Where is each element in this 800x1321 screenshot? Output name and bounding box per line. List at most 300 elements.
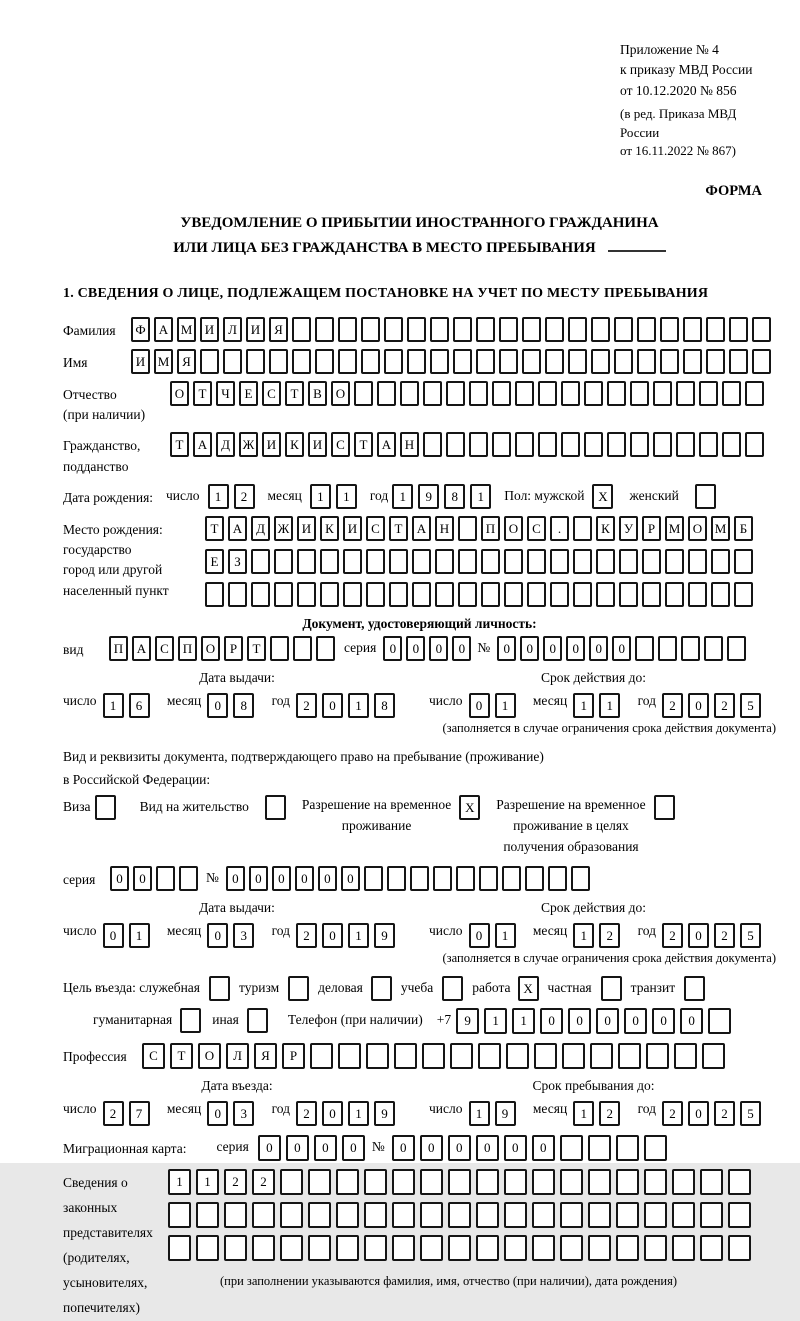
char-cell[interactable]: [458, 516, 477, 541]
char-cell[interactable]: 0: [295, 866, 314, 891]
char-cell[interactable]: [308, 1202, 331, 1228]
char-cell[interactable]: [280, 1202, 303, 1228]
char-cell[interactable]: [453, 349, 472, 374]
char-cell[interactable]: [545, 349, 564, 374]
char-cell[interactable]: [561, 432, 580, 457]
char-cell[interactable]: [630, 381, 649, 406]
char-cell[interactable]: [665, 549, 684, 574]
char-cell[interactable]: [433, 866, 452, 891]
char-cell[interactable]: Ф: [131, 317, 150, 342]
char-cell[interactable]: 1: [469, 1101, 490, 1126]
char-cell[interactable]: 0: [342, 1135, 365, 1161]
char-cell[interactable]: [420, 1202, 443, 1228]
char-cell[interactable]: Д: [216, 432, 235, 457]
char-cell[interactable]: [588, 1202, 611, 1228]
char-cell[interactable]: 1: [495, 923, 516, 948]
char-cell[interactable]: [658, 636, 677, 661]
char-cell[interactable]: 2: [252, 1169, 275, 1195]
char-cell[interactable]: [729, 349, 748, 374]
char-cell[interactable]: [665, 582, 684, 607]
char-cell[interactable]: [550, 582, 569, 607]
char-cell[interactable]: [560, 1202, 583, 1228]
sex-male-checkbox[interactable]: [592, 484, 613, 509]
char-cell[interactable]: [644, 1202, 667, 1228]
char-cell[interactable]: 0: [612, 636, 631, 661]
char-cell[interactable]: [571, 866, 590, 891]
char-cell[interactable]: [722, 381, 741, 406]
char-cell[interactable]: 0: [207, 693, 228, 718]
char-cell[interactable]: [616, 1135, 639, 1161]
char-cell[interactable]: [476, 1169, 499, 1195]
char-cell[interactable]: [596, 549, 615, 574]
char-cell[interactable]: [288, 976, 309, 1001]
char-cell[interactable]: [538, 381, 557, 406]
char-cell[interactable]: [354, 381, 373, 406]
char-cell[interactable]: [224, 1202, 247, 1228]
char-cell[interactable]: [252, 1235, 275, 1261]
char-cell[interactable]: М: [665, 516, 684, 541]
char-cell[interactable]: 2: [296, 1101, 317, 1126]
char-cell[interactable]: И: [343, 516, 362, 541]
char-cell[interactable]: 0: [469, 693, 490, 718]
char-cell[interactable]: [394, 1043, 417, 1069]
char-cell[interactable]: [412, 582, 431, 607]
char-cell[interactable]: 0: [272, 866, 291, 891]
char-cell[interactable]: Т: [170, 1043, 193, 1069]
char-cell[interactable]: [573, 516, 592, 541]
char-cell[interactable]: [527, 582, 546, 607]
char-cell[interactable]: 2: [599, 1101, 620, 1126]
char-cell[interactable]: [422, 1043, 445, 1069]
rvp-checkbox[interactable]: [459, 795, 480, 820]
char-cell[interactable]: 0: [688, 923, 709, 948]
char-cell[interactable]: 0: [341, 866, 360, 891]
char-cell[interactable]: [458, 582, 477, 607]
purpose-transit-checkbox[interactable]: [684, 976, 705, 1001]
char-cell[interactable]: [366, 1043, 389, 1069]
purpose-official-checkbox[interactable]: [209, 976, 230, 1001]
char-cell[interactable]: [591, 317, 610, 342]
char-cell[interactable]: [336, 1235, 359, 1261]
char-cell[interactable]: 0: [207, 1101, 228, 1126]
char-cell[interactable]: 0: [406, 636, 425, 661]
char-cell[interactable]: К: [596, 516, 615, 541]
char-cell[interactable]: [588, 1235, 611, 1261]
char-cell[interactable]: [560, 1135, 583, 1161]
char-cell[interactable]: Т: [354, 432, 373, 457]
char-cell[interactable]: [616, 1235, 639, 1261]
char-cell[interactable]: 1: [495, 693, 516, 718]
char-cell[interactable]: [389, 549, 408, 574]
char-cell[interactable]: [534, 1043, 557, 1069]
char-cell[interactable]: [179, 866, 198, 891]
char-cell[interactable]: 9: [374, 923, 395, 948]
residence-permit-checkbox[interactable]: [265, 795, 286, 820]
char-cell[interactable]: [168, 1235, 191, 1261]
char-cell[interactable]: 9: [456, 1008, 479, 1034]
char-cell[interactable]: Р: [642, 516, 661, 541]
char-cell[interactable]: X: [518, 976, 539, 1001]
char-cell[interactable]: 0: [624, 1008, 647, 1034]
char-cell[interactable]: [619, 549, 638, 574]
char-cell[interactable]: Р: [282, 1043, 305, 1069]
char-cell[interactable]: [644, 1235, 667, 1261]
purpose-humanitarian-checkbox[interactable]: [180, 1008, 201, 1033]
char-cell[interactable]: [361, 349, 380, 374]
char-cell[interactable]: [435, 582, 454, 607]
char-cell[interactable]: [515, 381, 534, 406]
char-cell[interactable]: [635, 636, 654, 661]
char-cell[interactable]: 2: [714, 1101, 735, 1126]
rvp-education-checkbox[interactable]: [654, 795, 675, 820]
char-cell[interactable]: [448, 1202, 471, 1228]
char-cell[interactable]: 0: [476, 1135, 499, 1161]
char-cell[interactable]: Н: [400, 432, 419, 457]
char-cell[interactable]: Я: [254, 1043, 277, 1069]
char-cell[interactable]: 0: [286, 1135, 309, 1161]
char-cell[interactable]: [548, 866, 567, 891]
char-cell[interactable]: 6: [129, 693, 150, 718]
char-cell[interactable]: [706, 317, 725, 342]
char-cell[interactable]: [674, 1043, 697, 1069]
char-cell[interactable]: 8: [374, 693, 395, 718]
char-cell[interactable]: 0: [207, 923, 228, 948]
char-cell[interactable]: [292, 349, 311, 374]
char-cell[interactable]: [504, 1169, 527, 1195]
char-cell[interactable]: [614, 349, 633, 374]
char-cell[interactable]: [377, 381, 396, 406]
char-cell[interactable]: [492, 432, 511, 457]
char-cell[interactable]: [522, 349, 541, 374]
char-cell[interactable]: [538, 432, 557, 457]
char-cell[interactable]: 1: [196, 1169, 219, 1195]
char-cell[interactable]: [251, 582, 270, 607]
char-cell[interactable]: В: [308, 381, 327, 406]
char-cell[interactable]: [481, 549, 500, 574]
char-cell[interactable]: [727, 636, 746, 661]
char-cell[interactable]: [320, 582, 339, 607]
char-cell[interactable]: З: [228, 549, 247, 574]
char-cell[interactable]: [515, 432, 534, 457]
char-cell[interactable]: 2: [662, 923, 683, 948]
char-cell[interactable]: [502, 866, 521, 891]
char-cell[interactable]: С: [331, 432, 350, 457]
char-cell[interactable]: [700, 1169, 723, 1195]
char-cell[interactable]: [180, 1008, 201, 1033]
char-cell[interactable]: [527, 549, 546, 574]
char-cell[interactable]: М: [711, 516, 730, 541]
char-cell[interactable]: 9: [374, 1101, 395, 1126]
char-cell[interactable]: [584, 432, 603, 457]
char-cell[interactable]: Ж: [239, 432, 258, 457]
char-cell[interactable]: О: [170, 381, 189, 406]
char-cell[interactable]: Ж: [274, 516, 293, 541]
visa-checkbox[interactable]: [95, 795, 116, 820]
char-cell[interactable]: [407, 349, 426, 374]
char-cell[interactable]: [492, 381, 511, 406]
char-cell[interactable]: 2: [296, 693, 317, 718]
char-cell[interactable]: [614, 317, 633, 342]
char-cell[interactable]: [573, 582, 592, 607]
char-cell[interactable]: 0: [314, 1135, 337, 1161]
char-cell[interactable]: Т: [389, 516, 408, 541]
char-cell[interactable]: И: [308, 432, 327, 457]
char-cell[interactable]: [389, 582, 408, 607]
char-cell[interactable]: [410, 866, 429, 891]
char-cell[interactable]: [637, 317, 656, 342]
char-cell[interactable]: 2: [224, 1169, 247, 1195]
char-cell[interactable]: [734, 549, 753, 574]
char-cell[interactable]: А: [412, 516, 431, 541]
char-cell[interactable]: 1: [573, 693, 594, 718]
char-cell[interactable]: [338, 1043, 361, 1069]
char-cell[interactable]: [683, 317, 702, 342]
char-cell[interactable]: [384, 349, 403, 374]
char-cell[interactable]: 2: [662, 693, 683, 718]
char-cell[interactable]: [315, 349, 334, 374]
char-cell[interactable]: [532, 1235, 555, 1261]
char-cell[interactable]: 0: [469, 923, 490, 948]
char-cell[interactable]: Т: [193, 381, 212, 406]
char-cell[interactable]: [270, 636, 289, 661]
char-cell[interactable]: [430, 317, 449, 342]
char-cell[interactable]: О: [504, 516, 523, 541]
char-cell[interactable]: 2: [714, 923, 735, 948]
char-cell[interactable]: 0: [680, 1008, 703, 1034]
char-cell[interactable]: К: [320, 516, 339, 541]
char-cell[interactable]: [308, 1169, 331, 1195]
char-cell[interactable]: [702, 1043, 725, 1069]
char-cell[interactable]: С: [142, 1043, 165, 1069]
char-cell[interactable]: [392, 1202, 415, 1228]
char-cell[interactable]: 0: [688, 1101, 709, 1126]
char-cell[interactable]: [420, 1235, 443, 1261]
char-cell[interactable]: [448, 1235, 471, 1261]
char-cell[interactable]: 2: [714, 693, 735, 718]
char-cell[interactable]: [616, 1202, 639, 1228]
char-cell[interactable]: [412, 549, 431, 574]
char-cell[interactable]: [676, 432, 695, 457]
char-cell[interactable]: [392, 1235, 415, 1261]
char-cell[interactable]: [435, 549, 454, 574]
char-cell[interactable]: [642, 582, 661, 607]
char-cell[interactable]: [672, 1235, 695, 1261]
char-cell[interactable]: А: [377, 432, 396, 457]
char-cell[interactable]: [228, 582, 247, 607]
char-cell[interactable]: [481, 582, 500, 607]
char-cell[interactable]: [711, 549, 730, 574]
char-cell[interactable]: [366, 549, 385, 574]
char-cell[interactable]: [506, 1043, 529, 1069]
char-cell[interactable]: [532, 1202, 555, 1228]
char-cell[interactable]: 1: [103, 693, 124, 718]
char-cell[interactable]: [642, 549, 661, 574]
char-cell[interactable]: С: [527, 516, 546, 541]
char-cell[interactable]: [274, 582, 293, 607]
char-cell[interactable]: Р: [224, 636, 243, 661]
char-cell[interactable]: [681, 636, 700, 661]
char-cell[interactable]: О: [198, 1043, 221, 1069]
char-cell[interactable]: 0: [383, 636, 402, 661]
char-cell[interactable]: Я: [177, 349, 196, 374]
char-cell[interactable]: [420, 1169, 443, 1195]
purpose-other-checkbox[interactable]: [247, 1008, 268, 1033]
char-cell[interactable]: И: [262, 432, 281, 457]
char-cell[interactable]: [729, 317, 748, 342]
char-cell[interactable]: [274, 549, 293, 574]
purpose-study-checkbox[interactable]: [442, 976, 463, 1001]
char-cell[interactable]: 0: [103, 923, 124, 948]
char-cell[interactable]: X: [592, 484, 613, 509]
char-cell[interactable]: [568, 317, 587, 342]
char-cell[interactable]: Ч: [216, 381, 235, 406]
char-cell[interactable]: [562, 1043, 585, 1069]
char-cell[interactable]: .: [550, 516, 569, 541]
char-cell[interactable]: [310, 1043, 333, 1069]
char-cell[interactable]: [637, 349, 656, 374]
char-cell[interactable]: [590, 1043, 613, 1069]
char-cell[interactable]: 2: [662, 1101, 683, 1126]
char-cell[interactable]: 1: [573, 923, 594, 948]
char-cell[interactable]: [672, 1169, 695, 1195]
char-cell[interactable]: [745, 432, 764, 457]
char-cell[interactable]: [293, 636, 312, 661]
char-cell[interactable]: [338, 317, 357, 342]
char-cell[interactable]: [676, 381, 695, 406]
char-cell[interactable]: [532, 1169, 555, 1195]
char-cell[interactable]: [700, 1235, 723, 1261]
char-cell[interactable]: [504, 582, 523, 607]
char-cell[interactable]: 1: [573, 1101, 594, 1126]
char-cell[interactable]: [476, 1235, 499, 1261]
purpose-work-checkbox[interactable]: [518, 976, 539, 1001]
char-cell[interactable]: [728, 1169, 751, 1195]
char-cell[interactable]: 0: [652, 1008, 675, 1034]
char-cell[interactable]: [683, 349, 702, 374]
char-cell[interactable]: [446, 381, 465, 406]
char-cell[interactable]: 0: [110, 866, 129, 891]
char-cell[interactable]: 1: [599, 693, 620, 718]
char-cell[interactable]: [660, 317, 679, 342]
char-cell[interactable]: 0: [133, 866, 152, 891]
char-cell[interactable]: 1: [484, 1008, 507, 1034]
char-cell[interactable]: [458, 549, 477, 574]
char-cell[interactable]: [660, 349, 679, 374]
char-cell[interactable]: [336, 1169, 359, 1195]
char-cell[interactable]: 1: [348, 1101, 369, 1126]
char-cell[interactable]: [728, 1202, 751, 1228]
char-cell[interactable]: [223, 349, 242, 374]
char-cell[interactable]: [448, 1169, 471, 1195]
char-cell[interactable]: Е: [205, 549, 224, 574]
char-cell[interactable]: 0: [392, 1135, 415, 1161]
char-cell[interactable]: [706, 349, 725, 374]
char-cell[interactable]: [560, 1169, 583, 1195]
char-cell[interactable]: 0: [420, 1135, 443, 1161]
char-cell[interactable]: 0: [322, 923, 343, 948]
char-cell[interactable]: [469, 381, 488, 406]
purpose-tourism-checkbox[interactable]: [288, 976, 309, 1001]
char-cell[interactable]: И: [131, 349, 150, 374]
char-cell[interactable]: [568, 349, 587, 374]
char-cell[interactable]: [591, 349, 610, 374]
char-cell[interactable]: [450, 1043, 473, 1069]
char-cell[interactable]: [745, 381, 764, 406]
char-cell[interactable]: 8: [444, 484, 465, 509]
char-cell[interactable]: 0: [497, 636, 516, 661]
char-cell[interactable]: [168, 1202, 191, 1228]
char-cell[interactable]: 1: [348, 693, 369, 718]
char-cell[interactable]: 1: [470, 484, 491, 509]
char-cell[interactable]: [630, 432, 649, 457]
char-cell[interactable]: [453, 317, 472, 342]
char-cell[interactable]: [361, 317, 380, 342]
char-cell[interactable]: [607, 432, 626, 457]
char-cell[interactable]: А: [154, 317, 173, 342]
char-cell[interactable]: [364, 1169, 387, 1195]
purpose-private-checkbox[interactable]: [601, 976, 622, 1001]
char-cell[interactable]: 0: [322, 693, 343, 718]
char-cell[interactable]: [196, 1202, 219, 1228]
char-cell[interactable]: [224, 1235, 247, 1261]
char-cell[interactable]: 2: [296, 923, 317, 948]
char-cell[interactable]: И: [297, 516, 316, 541]
char-cell[interactable]: [644, 1169, 667, 1195]
char-cell[interactable]: [699, 381, 718, 406]
char-cell[interactable]: 0: [520, 636, 539, 661]
char-cell[interactable]: 0: [532, 1135, 555, 1161]
char-cell[interactable]: [752, 317, 771, 342]
char-cell[interactable]: К: [285, 432, 304, 457]
char-cell[interactable]: Т: [205, 516, 224, 541]
char-cell[interactable]: П: [481, 516, 500, 541]
char-cell[interactable]: [400, 381, 419, 406]
char-cell[interactable]: [688, 549, 707, 574]
char-cell[interactable]: [292, 317, 311, 342]
char-cell[interactable]: [728, 1235, 751, 1261]
char-cell[interactable]: [588, 1135, 611, 1161]
char-cell[interactable]: [607, 381, 626, 406]
char-cell[interactable]: Я: [269, 317, 288, 342]
char-cell[interactable]: 5: [740, 1101, 761, 1126]
char-cell[interactable]: [247, 1008, 268, 1033]
char-cell[interactable]: [561, 381, 580, 406]
char-cell[interactable]: 1: [168, 1169, 191, 1195]
char-cell[interactable]: [522, 317, 541, 342]
char-cell[interactable]: [209, 976, 230, 1001]
char-cell[interactable]: 5: [740, 693, 761, 718]
char-cell[interactable]: [269, 349, 288, 374]
char-cell[interactable]: X: [459, 795, 480, 820]
char-cell[interactable]: 0: [504, 1135, 527, 1161]
char-cell[interactable]: 1: [208, 484, 229, 509]
sex-female-checkbox[interactable]: [695, 484, 716, 509]
char-cell[interactable]: П: [178, 636, 197, 661]
char-cell[interactable]: [711, 582, 730, 607]
char-cell[interactable]: [442, 976, 463, 1001]
char-cell[interactable]: [616, 1169, 639, 1195]
char-cell[interactable]: [596, 582, 615, 607]
char-cell[interactable]: 0: [568, 1008, 591, 1034]
char-cell[interactable]: [619, 582, 638, 607]
char-cell[interactable]: [588, 1169, 611, 1195]
char-cell[interactable]: [695, 484, 716, 509]
char-cell[interactable]: [246, 349, 265, 374]
char-cell[interactable]: 2: [234, 484, 255, 509]
char-cell[interactable]: И: [200, 317, 219, 342]
char-cell[interactable]: [387, 866, 406, 891]
char-cell[interactable]: [364, 1235, 387, 1261]
